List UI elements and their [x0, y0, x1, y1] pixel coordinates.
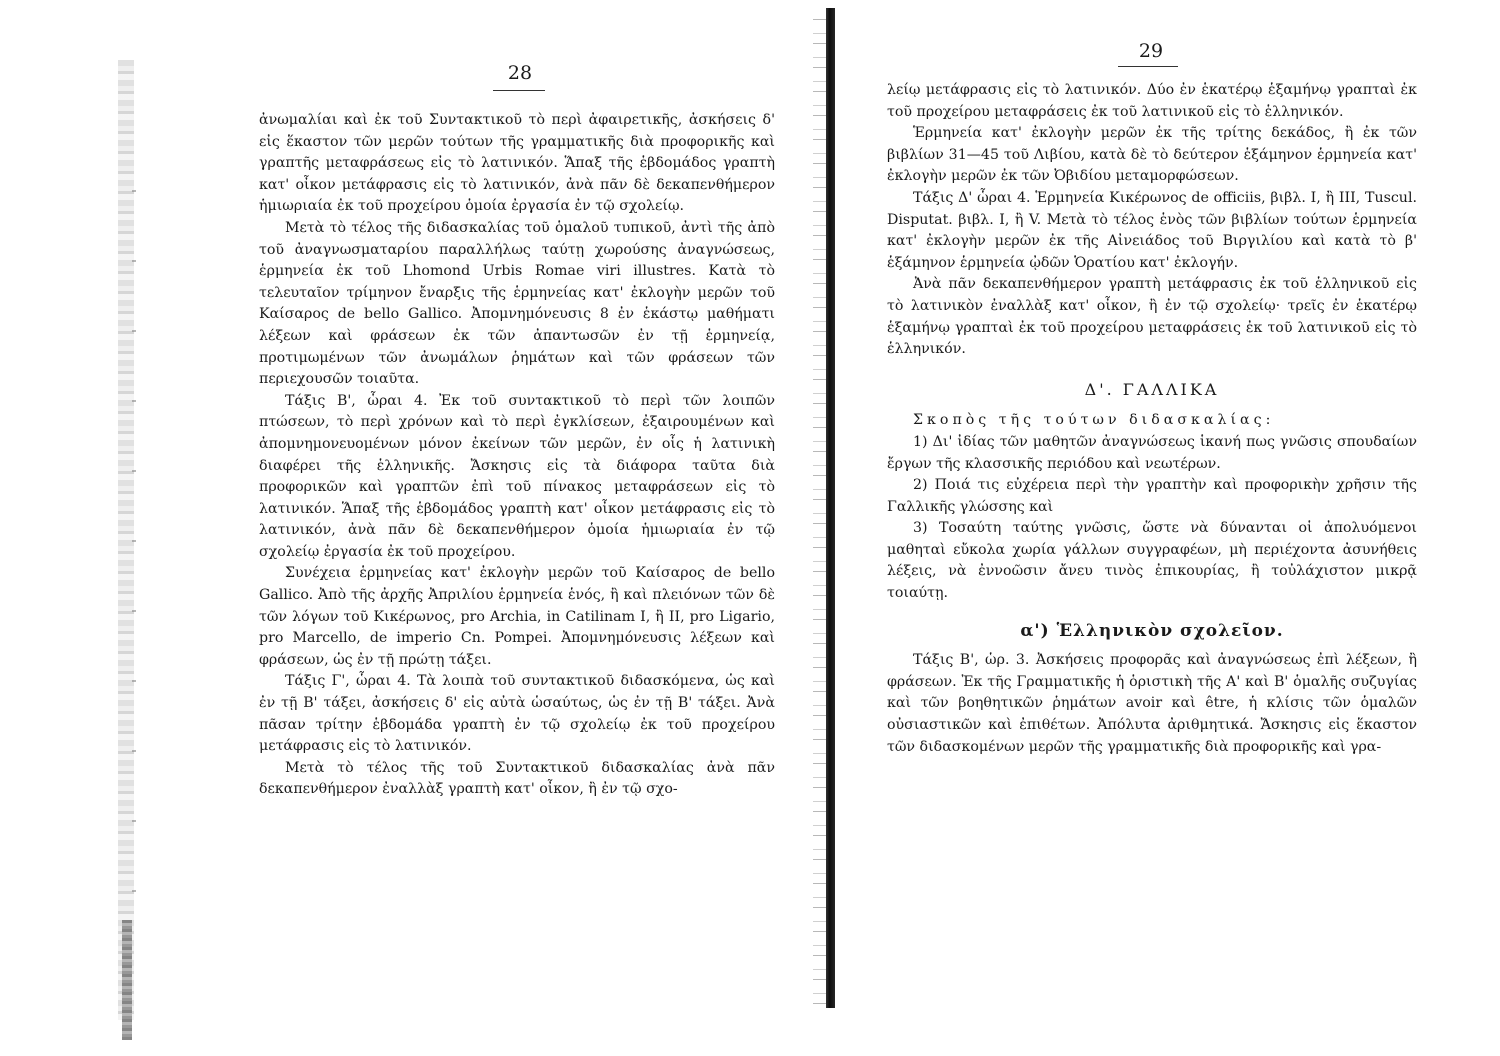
paragraph: λείῳ μετάφρασις εἰς τὸ λατινικόν. Δύο ἐν ἑκατέρῳ ἑξαμήνῳ γραπταὶ ἐκ τοῦ προχείρου μεταφράσεις ἐκ τοῦ λατινικοῦ εἰς τὸ ἑλληνικόν. — [887, 82, 1417, 120]
paragraph: Ἑρμηνεία κατ' ἐκλογὴν μερῶν ἐκ τῆς τρίτης δεκάδος, ἢ ἐκ τῶν βιβλίων 31—45 τοῦ Λιβίου, κατὰ δὲ τὸ δεύτερον ἑξάμηνον ἑρμηνεία κατ' ἐκλογὴν μερῶν ἐκ τῶν Ὀβιδίου μεταμορφώσεων. — [887, 125, 1417, 185]
page-number-right: 29 — [1138, 40, 1164, 62]
paragraph: Συνέχεια ἑρμηνείας κατ' ἐκλογὴν μερῶν τοῦ Καίσαρος de bello Gallico. Ἀπὸ τῆς ἀρχῆς Ἀπριλίου ἑρμηνεία ἑνός, ἢ καὶ πλειόνων τῶν δὲ τῶν λόγων τοῦ Κικέρωνος, pro Archia, in Catilinam I, ἢ II, pro Ligario, pro Marcello, de imperio Cn. Pompei. Ἀπομνημόνευσις λέξεων καὶ φράσεων, ὡς ἐν τῇ πρώτῃ τάξει. — [259, 565, 775, 668]
purpose-item: 3) Τοσαύτη ταύτης γνῶσις, ὥστε νὰ δύνανται οἱ ἀπολυόμενοι μαθηταὶ εὔκολα χωρία γάλλων συγγραφέων, μὴ περιέχοντα ἀσυνήθεις λέξεις, νὰ ἐννοῶσιν ἄνευ τινὸς ἐπικουρίας, ἢ τοὐλάχιστον μικρᾷ τοιαύτῃ. — [887, 520, 1417, 602]
left-page-body — [259, 110, 775, 801]
paragraph: Ἀνὰ πᾶν δεκαπενθήμερον γραπτὴ μετάφρασις ἐκ τοῦ ἑλληνικοῦ εἰς τὸ λατινικὸν ἐναλλὰξ κατ' οἶκον, ἢ ἐν τῷ σχολείῳ· τρεῖς ἐν ἑκατέρῳ ἑξαμήνῳ γραπταὶ ἐκ τοῦ προχείρου μεταφράσεις ἐκ τοῦ λατινικοῦ εἰς τὸ ἑλληνικόν. — [887, 276, 1417, 358]
right-page-body — [887, 80, 1417, 758]
paragraph: Τάξις Β', ὧραι 4. Ἐκ τοῦ συντακτικοῦ τὸ περὶ τῶν λοιπῶν πτώσεων, τὸ περὶ χρόνων καὶ τὸ περὶ ἐγκλίσεων, ἐξαιρουμένων καὶ ἀπομνημονευομένων μόνον ἐκείνων τῶν μερῶν, ἐν οἷς ἡ λατινικὴ διαφέρει τῆς ἑλληνικῆς. Ἄσκησις εἰς τὰ διάφορα ταῦτα διὰ προφορικῶν καὶ γραπτῶν ἐπὶ τοῦ πίνακος μεταφράσεων εἰς τὸ λατινικόν. Ἅπαξ τῆς ἑβδομάδος γραπτὴ κατ' οἶκον μετάφρασις εἰς τὸ λατινικόν, ἀνὰ πᾶν δὲ δεκαπενθήμερον ὁμοία ἡμιωριαία ἐν τῷ σχολείῳ ἐργασία ἐκ τοῦ προχείρου. — [259, 392, 775, 560]
paragraph: ἀνωμαλίαι καὶ ἐκ τοῦ Συντακτικοῦ τὸ περὶ ἀφαιρετικῆς, ἀσκήσεις δ' εἰς ἕκαστον τῶν μερῶν τούτων τῆς γραμματικῆς διὰ προφορικῆς καὶ γραπτῆς μεταφράσεως εἰς τὸ λατινικόν. Ἅπαξ τῆς ἑβδομάδος γραπτὴ κατ' οἶκον μετάφρασις εἰς τὸ λατινικόν, ἀνὰ πᾶν δὲ δεκαπενθήμερον ἡμιωριαία ἐκ τοῦ προχείρου ὁμοία ἐργασία ἐν τῷ σχολείῳ. — [259, 112, 775, 215]
purpose-heading: Σκοπὸς τῆς τούτων διδασκαλίας: — [913, 412, 1275, 429]
page-number-rule-left — [493, 90, 545, 91]
paragraph: Μετὰ τὸ τέλος τῆς διδασκαλίας τοῦ ὁμαλοῦ τυπικοῦ, ἀντὶ τῆς ἀπὸ τοῦ ἀναγνωσματαρίου παραλλήλως ταύτῃ χωρούσης ἀναγνώσεως, ἑρμηνεία ἐκ τοῦ Lhomond Urbis Romae viri illustres. Κατὰ τὸ τελευταῖον τρίμηνον ἔναρξις τῆς ἑρμηνείας κατ' ἐκλογὴν μερῶν τοῦ Καίσαρος de bello Gallico. Ἀπομνημόνευσις 8 ἐν ἑκάστῳ μαθήματι λέξεων καὶ φράσεων ἐκ τῶν ἀπαντωσῶν ἐν τῇ ἑρμηνείᾳ, προτιμωμένων τῶν ἀνωμάλων ῥημάτων καὶ τῶν φράσεων τῶν περιεχουσῶν τοιαῦτα. — [259, 219, 775, 388]
page-number-left: 28 — [507, 62, 533, 84]
right-page — [820, 0, 1500, 1056]
page-number-rule-right — [1118, 66, 1178, 67]
paragraph: Τάξις Β', ὡρ. 3. Ἀσκήσεις προφορᾶς καὶ ἀναγνώσεως ἐπὶ λέξεων, ἢ φράσεων. Ἐκ τῆς Γραμματικῆς ἡ ὁριστικὴ τῆς Α' καὶ Β' ὁμαλῆς συζυγίας καὶ τῶν βοηθητικῶν ῥημάτων avoir καὶ être, ἡ κλίσις τῶν ὁμαλῶν οὐσιαστικῶν καὶ ἐπιθέτων. Ἀπόλυτα ἀριθμητικά. Ἄσκησις εἰς ἕκαστον τῶν διδασκομένων μερῶν τῆς γραμματικῆς διὰ προφορικῆς καὶ γρα- — [887, 652, 1417, 755]
section-heading: Δ'. ΓΑΛΛΙΚΑ — [1084, 379, 1220, 399]
purpose-item: 2) Ποιά τις εὐχέρεια περὶ τὴν γραπτὴν καὶ προφορικὴν χρῆσιν τῆς Γαλλικῆς γλώσσης καὶ — [887, 477, 1417, 515]
subsection-heading: α') Ἑλληνικὸν σχολεῖον. — [1020, 620, 1284, 641]
paragraph: Τάξις Γ', ὧραι 4. Τὰ λοιπὰ τοῦ συντακτικοῦ διδασκόμενα, ὡς καὶ ἐν τῇ Β' τάξει, ἀσκήσεις δ' εἰς αὐτὰ ὡσαύτως, ὡς ἐν τῇ Β' τάξει. Ἀνὰ πᾶσαν τρίτην ἑβδομάδα γραπτὴ ἐν τῷ σχολείῳ ἐκ τοῦ προχείρου μετάφρασις εἰς τὸ λατινικόν. — [259, 673, 775, 755]
paragraph: Μετὰ τὸ τέλος τῆς τοῦ Συντακτικοῦ διδασκαλίας ἀνὰ πᾶν δεκαπενθήμερον ἐναλλὰξ γραπτὴ κατ' οἶκον, ἢ ἐν τῷ σχο- — [259, 759, 775, 798]
paragraph: Τάξις Δ' ὧραι 4. Ἑρμηνεία Κικέρωνος de officiis, βιβλ. I, ἢ III, Tuscul. Disputat. βιβλ. I, ἢ V. Μετὰ τὸ τέλος ἑνὸς τῶν βιβλίων τούτων ἑρμηνεία κατ' ἐκλογὴν μερῶν ἐκ τῆς Αἰνειάδος τοῦ Βιργιλίου καὶ κατὰ τὸ β' ἑξάμηνον ἑρμηνεία ᾠδῶν Ὁρατίου κατ' ἐκλογήν. — [887, 189, 1417, 271]
purpose-item: 1) Δι' ἰδίας τῶν μαθητῶν ἀναγνώσεως ἱκανή πως γνῶσις σπουδαίων ἔργων τῆς κλασσικῆς περιόδου καὶ νεωτέρων. — [887, 433, 1417, 472]
